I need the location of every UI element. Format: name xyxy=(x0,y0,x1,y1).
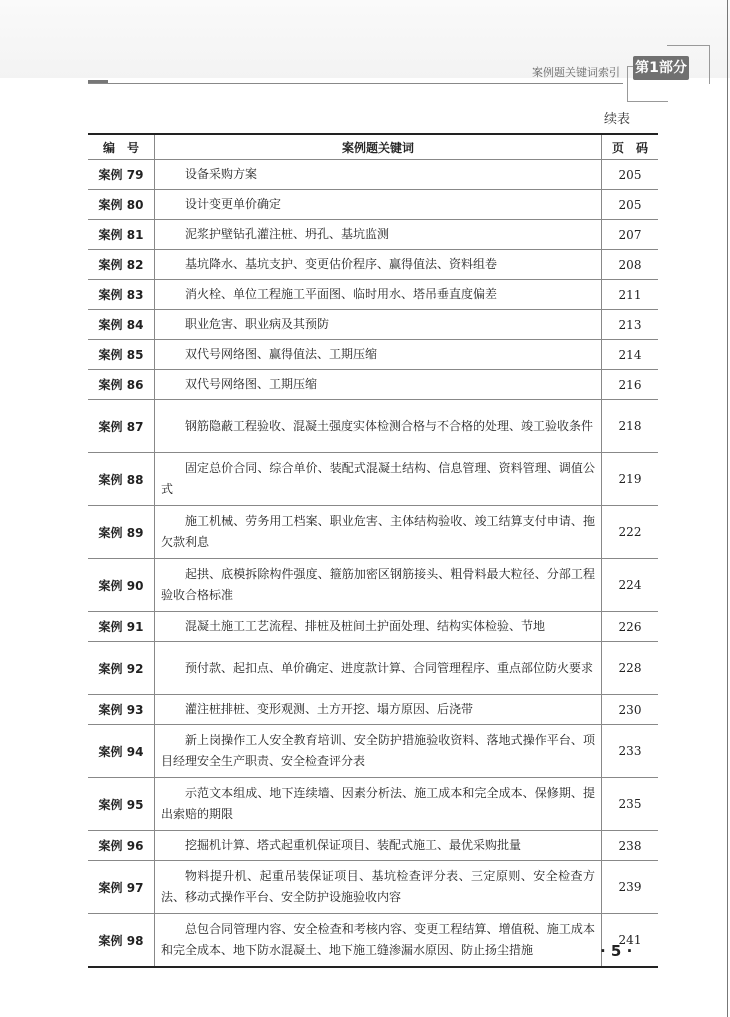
table-row xyxy=(88,370,658,400)
page-number: · 5 · xyxy=(600,942,633,960)
case-id: 案例 90 xyxy=(88,559,155,612)
case-keywords: 物料提升机、起重吊装保证项目、基坑检查评分表、三定原则、安全检查方法、移动式操作平台、安全防护设施验收内容 xyxy=(155,861,602,914)
keyword-index-table xyxy=(88,133,658,968)
case-keywords: 设备采购方案 xyxy=(155,160,602,190)
case-keywords: 钢筋隐蔽工程验收、混凝土强度实体检测合格与不合格的处理、竣工验收条件 xyxy=(155,400,602,453)
case-id: 案例 82 xyxy=(88,250,155,280)
table-row xyxy=(88,559,658,612)
header-band xyxy=(0,0,730,78)
table-row xyxy=(88,340,658,370)
case-keywords: 混凝土施工工艺流程、排桩及桩间土护面处理、结构实体检验、节地 xyxy=(155,612,602,642)
case-id: 案例 94 xyxy=(88,725,155,778)
case-keywords: 施工机械、劳务用工档案、职业危害、主体结构验收、竣工结算支付申请、拖欠款利息 xyxy=(155,506,602,559)
table-row xyxy=(88,778,658,831)
page-ref: 216 xyxy=(602,370,659,400)
page-ref: 218 xyxy=(602,400,659,453)
case-id: 案例 86 xyxy=(88,370,155,400)
page-ref: 214 xyxy=(602,340,659,370)
table-row xyxy=(88,280,658,310)
table-row xyxy=(88,612,658,642)
table-row xyxy=(88,310,658,340)
page-ref: 238 xyxy=(602,831,659,861)
case-id: 案例 85 xyxy=(88,340,155,370)
case-keywords: 固定总价合同、综合单价、装配式混凝土结构、信息管理、资料管理、调值公式 xyxy=(155,453,602,506)
case-id: 案例 79 xyxy=(88,160,155,190)
case-id: 案例 91 xyxy=(88,612,155,642)
page-ref: 205 xyxy=(602,190,659,220)
column-header-id: 编 号 xyxy=(88,134,155,160)
table-header-row xyxy=(88,134,658,160)
case-id: 案例 92 xyxy=(88,642,155,695)
case-keywords: 示范文本组成、地下连续墙、因素分析法、施工成本和完全成本、保修期、提出索赔的期限 xyxy=(155,778,602,831)
case-keywords: 起拱、底模拆除构件强度、箍筋加密区钢筋接头、粗骨料最大粒径、分部工程验收合格标准 xyxy=(155,559,602,612)
page-ref: 224 xyxy=(602,559,659,612)
case-keywords: 设计变更单价确定 xyxy=(155,190,602,220)
table-row xyxy=(88,914,658,968)
case-id: 案例 96 xyxy=(88,831,155,861)
table-row xyxy=(88,400,658,453)
case-id: 案例 89 xyxy=(88,506,155,559)
table-row xyxy=(88,220,658,250)
page-ref: 205 xyxy=(602,160,659,190)
case-keywords: 泥浆护壁钻孔灌注桩、坍孔、基坑监测 xyxy=(155,220,602,250)
page-ref: 208 xyxy=(602,250,659,280)
case-keywords: 基坑降水、基坑支护、变更估价程序、赢得值法、资料组卷 xyxy=(155,250,602,280)
table-row xyxy=(88,160,658,190)
page-ref: 226 xyxy=(602,612,659,642)
page-ref: 211 xyxy=(602,280,659,310)
table-row xyxy=(88,642,658,695)
case-keywords: 新上岗操作工人安全教育培训、安全防护措施验收资料、落地式操作平台、项目经理安全生产职责、安全检查评分表 xyxy=(155,725,602,778)
case-id: 案例 97 xyxy=(88,861,155,914)
case-keywords: 预付款、起扣点、单价确定、进度款计算、合同管理程序、重点部位防火要求 xyxy=(155,642,602,695)
case-id: 案例 83 xyxy=(88,280,155,310)
table-row xyxy=(88,725,658,778)
table-row xyxy=(88,453,658,506)
case-id: 案例 95 xyxy=(88,778,155,831)
case-keywords: 消火栓、单位工程施工平面图、临时用水、塔吊垂直度偏差 xyxy=(155,280,602,310)
page-ref: 222 xyxy=(602,506,659,559)
page-edge xyxy=(727,0,728,1017)
page-ref: 228 xyxy=(602,642,659,695)
part-label: 第1部分 xyxy=(633,56,689,80)
page-ref: 233 xyxy=(602,725,659,778)
page-ref: 207 xyxy=(602,220,659,250)
column-header-page: 页 码 xyxy=(602,134,659,160)
column-header-keywords: 案例题关键词 xyxy=(155,134,602,160)
page-ref: 241 xyxy=(602,914,659,968)
case-keywords: 双代号网络图、赢得值法、工期压缩 xyxy=(155,340,602,370)
case-id: 案例 84 xyxy=(88,310,155,340)
page-ref: 235 xyxy=(602,778,659,831)
case-id: 案例 93 xyxy=(88,695,155,725)
case-keywords: 灌注桩排桩、变形观测、土方开挖、塌方原因、后浇带 xyxy=(155,695,602,725)
table-row xyxy=(88,695,658,725)
table-row xyxy=(88,190,658,220)
table-row xyxy=(88,861,658,914)
table-row xyxy=(88,831,658,861)
page-ref: 239 xyxy=(602,861,659,914)
case-keywords: 总包合同管理内容、安全检查和考核内容、变更工程结算、增值税、施工成本和完全成本、地下防水混凝土、地下施工缝渗漏水原因、防止扬尘措施 xyxy=(155,914,602,968)
header-rule xyxy=(88,83,623,84)
table-row xyxy=(88,506,658,559)
case-keywords: 挖掘机计算、塔式起重机保证项目、装配式施工、最优采购批量 xyxy=(155,831,602,861)
case-id: 案例 98 xyxy=(88,914,155,968)
table-row xyxy=(88,250,658,280)
case-keywords: 职业危害、职业病及其预防 xyxy=(155,310,602,340)
running-title: 案例题关键词索引 xyxy=(532,66,620,79)
continued-label: 续表 xyxy=(604,112,631,127)
case-id: 案例 88 xyxy=(88,453,155,506)
case-id: 案例 80 xyxy=(88,190,155,220)
case-id: 案例 81 xyxy=(88,220,155,250)
case-id: 案例 87 xyxy=(88,400,155,453)
case-keywords: 双代号网络图、工期压缩 xyxy=(155,370,602,400)
page-ref: 213 xyxy=(602,310,659,340)
page-ref: 219 xyxy=(602,453,659,506)
page-ref: 230 xyxy=(602,695,659,725)
